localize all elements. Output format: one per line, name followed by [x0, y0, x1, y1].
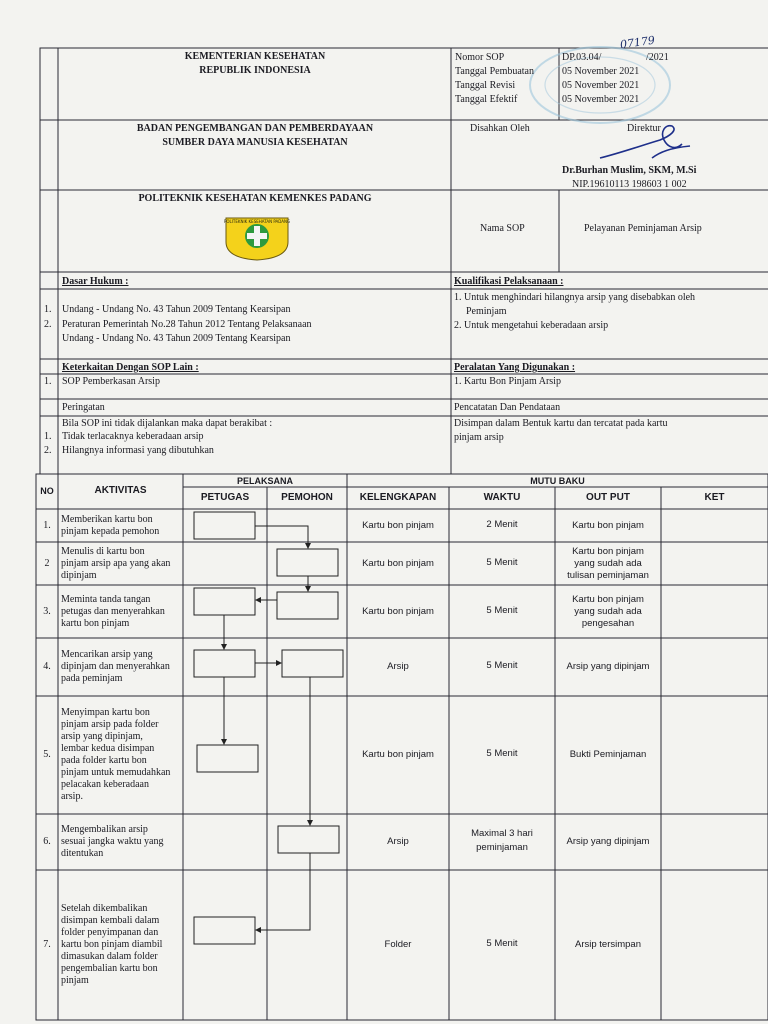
- nama-sop-label: Nama SOP: [480, 223, 525, 234]
- flow-box-6: [278, 826, 339, 853]
- row-2-kelengkapan: Kartu bon pinjam: [362, 557, 434, 569]
- org-line-1: KEMENTERIAN KESEHATAN: [184, 51, 326, 62]
- nomor-sop-value: DP.03.04/: [562, 52, 602, 63]
- row-5-activity-line: arsip.: [61, 791, 83, 802]
- row-3-no: 3.: [43, 605, 51, 617]
- row-6-output: Arsip yang dipinjam: [566, 836, 650, 847]
- row-1-output: Kartu bon pinjam: [572, 519, 644, 531]
- row-4-no: 4.: [43, 661, 51, 672]
- row-5-kelengkapan: Kartu bon pinjam: [362, 749, 434, 760]
- signer-name: Dr.Burhan Muslim, SKM, M.Si: [562, 165, 697, 176]
- signer-nip: NIP.19610113 198603 1 002: [572, 179, 687, 190]
- kualifikasi-item-1: 1. Untuk menghindari hilangnya arsip yang disebabkan oleh: [454, 292, 696, 303]
- row-5-activity-line: Menyimpan kartu bon: [61, 707, 150, 718]
- dasar-hukum-item-1: Undang - Undang No. 43 Tahun 2009 Tentang Kearsipan: [62, 304, 291, 315]
- header-mutu-baku: MUTU BAKU: [530, 476, 585, 486]
- row-5-output: Bukti Peminjaman: [569, 749, 647, 760]
- row-7-activity-line: disimpan kembali dalam: [61, 915, 160, 926]
- row-7-activity-line: kartu bon pinjam diambil: [61, 939, 163, 950]
- peringatan-item-1: Tidak terlacaknya keberadaan arsip: [62, 431, 204, 442]
- row-3-activity-line: kartu bon pinjam: [61, 617, 130, 629]
- keterkaitan-item-1: SOP Pemberkasan Arsip: [62, 376, 160, 387]
- nama-sop-value: Pelayanan Peminjaman Arsip: [584, 223, 702, 234]
- nomor-sop-suffix: /2021: [646, 52, 669, 63]
- row-2-no: 2: [44, 557, 50, 569]
- row-2-output: Kartu bon pinjam: [572, 545, 644, 557]
- agency-line-2: SUMBER DAYA MANUSIA KESEHATAN: [162, 137, 348, 148]
- flow-box-1: [194, 512, 255, 539]
- peralatan-item-1: 1. Kartu Bon Pinjam Arsip: [454, 376, 561, 387]
- peringatan-num-2: 2.: [44, 445, 52, 456]
- row-6-kelengkapan: Arsip: [387, 836, 409, 847]
- header-pemohon: PEMOHON: [281, 492, 333, 503]
- row-4-kelengkapan: Arsip: [387, 661, 409, 672]
- row-4-output: Arsip yang dipinjam: [566, 661, 650, 672]
- row-7-activity-line: pengembalian kartu bon: [61, 963, 158, 974]
- row-3-output: yang sudah ada: [574, 605, 642, 617]
- row-5-waktu: 5 Menit: [486, 748, 518, 759]
- row-7-activity-line: pinjam: [61, 975, 89, 986]
- tanggal-revisi-label: Tanggal Revisi: [455, 80, 516, 91]
- row-4-activity-line: dipinjam dan menyerahkan: [61, 661, 170, 672]
- flow-box-4b: [282, 650, 343, 677]
- tanggal-pembuatan-value: 05 November 2021: [562, 66, 640, 77]
- kualifikasi-item-1b: Peminjam: [466, 306, 507, 317]
- row-4-activity-line: pada peminjam: [61, 673, 123, 684]
- header-waktu: WAKTU: [483, 492, 521, 503]
- agency-line-1: BADAN PENGEMBANGAN DAN PEMBERDAYAAN: [136, 123, 374, 134]
- header-output: OUT PUT: [586, 492, 630, 503]
- handwritten-number: 07179: [619, 33, 656, 52]
- row-5-activity-line: arsip yang dipinjam,: [61, 731, 143, 742]
- flow-box-3b: [277, 592, 338, 619]
- flow-arrow-1-2: [255, 526, 308, 548]
- row-6-activity-line: sesuai jangka waktu yang: [61, 836, 164, 847]
- pencatatan-line-2: pinjam arsip: [454, 432, 504, 443]
- peringatan-title: Peringatan: [62, 402, 105, 413]
- row-1-kelengkapan: Kartu bon pinjam: [362, 519, 434, 531]
- keterkaitan-title: Keterkaitan Dengan SOP Lain :: [62, 362, 199, 373]
- row-2-activity-line: pinjam arsip apa yang akan: [61, 557, 171, 569]
- dasar-hukum-item-3: Undang - Undang No. 43 Tahun 2009 Tentang Kearsipan: [62, 333, 291, 344]
- pencatatan-line-1: Disimpan dalam Bentuk kartu dan tercatat pada kartu: [454, 418, 668, 429]
- row-6-waktu: peminjaman: [476, 842, 528, 853]
- peringatan-intro: Bila SOP ini tidak dijalankan maka dapat berakibat :: [62, 418, 273, 429]
- row-1-no: 1.: [43, 519, 51, 531]
- row-6-waktu: Maximal 3 hari: [471, 828, 533, 839]
- row-3-activity-line: petugas dan menyerahkan: [61, 605, 165, 617]
- institution-name: POLITEKNIK KESEHATAN KEMENKES PADANG: [138, 193, 372, 204]
- flow-box-2: [277, 549, 338, 576]
- kualifikasi-title: Kualifikasi Pelaksanaan :: [454, 276, 564, 287]
- row-3-waktu: 5 Menit: [486, 604, 518, 616]
- row-3-output: Kartu bon pinjam: [572, 593, 644, 605]
- flow-box-4a: [194, 650, 255, 677]
- row-1-waktu: 2 Menit: [486, 518, 518, 530]
- logo-text: POLITEKNIK KESEHATAN PADANG: [223, 219, 291, 224]
- header-petugas: PETUGAS: [200, 492, 250, 503]
- row-7-activity-line: folder penyimpanan dan: [61, 927, 159, 938]
- row-2-activity-line: Menulis di kartu bon: [61, 545, 145, 557]
- header-pelaksana: PELAKSANA: [236, 476, 293, 486]
- flow-box-3a: [194, 588, 255, 615]
- header-no: NO: [40, 486, 54, 496]
- dasar-hukum-num-2: 2.: [44, 319, 52, 330]
- row-3-kelengkapan: Kartu bon pinjam: [362, 605, 434, 617]
- header-aktivitas: AKTIVITAS: [94, 485, 147, 496]
- row-1-activity-line: Memberikan kartu bon: [61, 513, 153, 525]
- header-kelengkapan: KELENGKAPAN: [359, 492, 437, 503]
- row-7-waktu: 5 Menit: [486, 938, 518, 949]
- row-4-waktu: 5 Menit: [486, 660, 518, 671]
- row-5-activity-line: pinjam arsip pada folder: [61, 719, 159, 730]
- dasar-hukum-num-1: 1.: [44, 304, 52, 315]
- row-5-activity-line: pelacakan keberadaan: [61, 779, 149, 790]
- row-5-activity-line: pinjam untuk memudahkan: [61, 767, 171, 778]
- pencatatan-title: Pencatatan Dan Pendataan: [454, 402, 561, 413]
- row-2-output: tulisan peminjaman: [567, 569, 649, 581]
- row-5-no: 5.: [43, 749, 51, 760]
- row-6-no: 6.: [43, 836, 51, 847]
- row-7-activity-line: Setelah dikembalikan: [61, 903, 148, 914]
- direktur-label: Direktur: [627, 123, 661, 134]
- row-2-waktu: 5 Menit: [486, 556, 518, 568]
- peringatan-num-1: 1.: [44, 431, 52, 442]
- row-7-kelengkapan: Folder: [384, 939, 412, 950]
- tanggal-efektif-label: Tanggal Efektif: [455, 94, 518, 105]
- flow-box-7: [194, 917, 255, 944]
- row-6-activity-line: ditentukan: [61, 848, 104, 859]
- kualifikasi-item-2: 2. Untuk mengetahui keberadaan arsip: [454, 320, 609, 331]
- nomor-sop-label: Nomor SOP: [455, 52, 505, 63]
- peringatan-item-2: Hilangnya informasi yang dibutuhkan: [62, 445, 214, 456]
- row-2-activity-line: dipinjam: [61, 569, 97, 581]
- row-7-output: Arsip tersimpan: [575, 939, 641, 950]
- row-4-activity-line: Mencarikan arsip yang: [61, 649, 153, 660]
- disahkan-label: Disahkan Oleh: [470, 123, 530, 134]
- header-ket: KET: [704, 492, 725, 503]
- row-5-activity-line: pada folder kartu bon: [61, 755, 147, 766]
- dasar-hukum-item-2: Peraturan Pemerintah No.28 Tahun 2012 Tentang Pelaksanaan: [62, 319, 312, 330]
- tanggal-revisi-value: 05 November 2021: [562, 80, 640, 91]
- peralatan-title: Peralatan Yang Digunakan :: [454, 362, 576, 373]
- org-line-2: REPUBLIK INDONESIA: [199, 65, 311, 76]
- tanggal-pembuatan-label: Tanggal Pembuatan: [455, 66, 534, 77]
- row-1-activity-line: pinjam kepada pemohon: [61, 525, 160, 537]
- row-2-output: yang sudah ada: [574, 557, 642, 569]
- row-6-activity-line: Mengembalikan arsip: [61, 824, 148, 835]
- row-5-activity-line: lembar kedua disimpan: [61, 743, 155, 754]
- tanggal-efektif-value: 05 November 2021: [562, 94, 640, 105]
- keterkaitan-num-1: 1.: [44, 376, 52, 387]
- row-7-no: 7.: [43, 939, 51, 950]
- row-3-activity-line: Meminta tanda tangan: [61, 593, 151, 605]
- row-7-activity-line: dimasukan dalam folder: [61, 951, 158, 962]
- flow-box-5: [197, 745, 258, 772]
- flow-arrow-6-7: [256, 853, 310, 930]
- row-3-output: pengesahan: [581, 617, 635, 629]
- dasar-hukum-title: Dasar Hukum :: [62, 276, 129, 287]
